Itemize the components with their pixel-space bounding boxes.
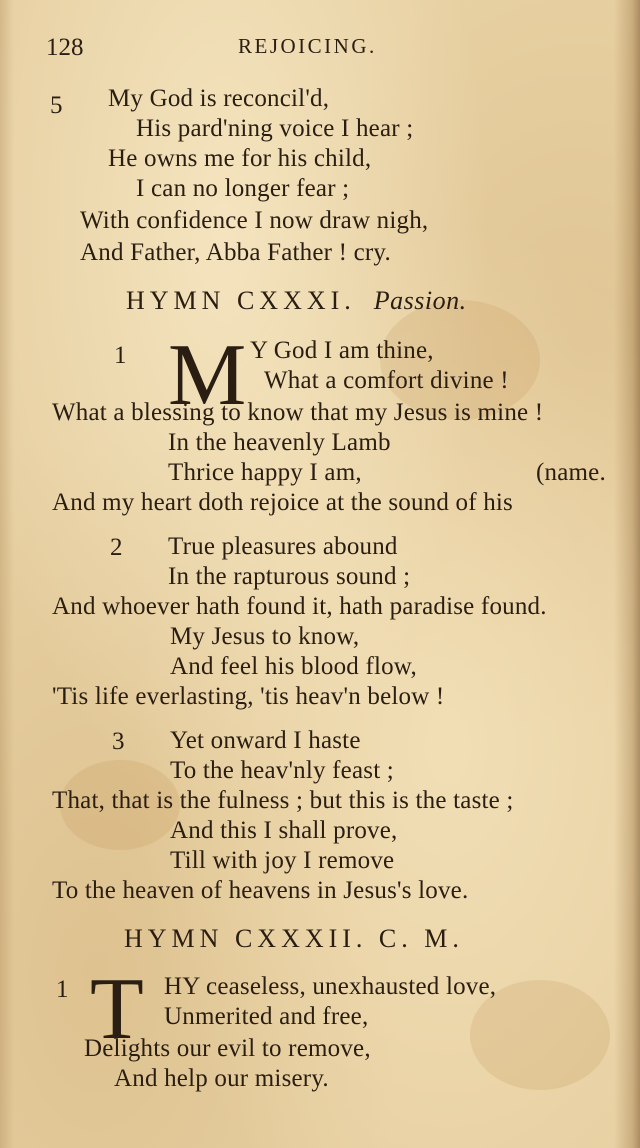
verse-line: That, that is the fulness ; but this is the taste ; bbox=[52, 787, 514, 814]
verse-line: In the heavenly Lamb bbox=[168, 429, 391, 456]
hymn-heading bbox=[126, 286, 467, 316]
verse-line: His pard'ning voice I hear ; bbox=[136, 115, 414, 142]
verse-line: Y God I am thine, bbox=[250, 337, 434, 364]
verse-line: Delights our evil to remove, bbox=[84, 1035, 371, 1062]
page-number: 128 bbox=[46, 34, 84, 61]
stanza-number: 5 bbox=[50, 92, 63, 119]
verse-line: To the heav'nly feast ; bbox=[170, 757, 394, 784]
verse-line: True pleasures abound bbox=[168, 533, 398, 560]
stanza-number: 2 bbox=[110, 534, 123, 561]
verse-line: 'Tis life everlasting, 'tis heav'n below ! bbox=[52, 683, 445, 710]
hymn-title: HYMN CXXXI. bbox=[126, 286, 356, 315]
verse-line: And whoever hath found it, hath paradise found. bbox=[52, 593, 547, 620]
verse-line: And this I shall prove, bbox=[170, 817, 398, 844]
verse-line: He owns me for his child, bbox=[108, 145, 372, 172]
page-edge-shadow bbox=[614, 0, 640, 1148]
hymn-subtitle: Passion. bbox=[373, 286, 467, 315]
verse-line: In the rapturous sound ; bbox=[168, 563, 411, 590]
verse-line: (name. bbox=[536, 459, 606, 486]
verse-line: Till with joy I remove bbox=[170, 847, 395, 874]
stanza-number: 3 bbox=[112, 728, 125, 755]
hymn-title: HYMN CXXXII. C. M. bbox=[124, 924, 464, 953]
stanza-number: 1 bbox=[56, 976, 69, 1003]
verse-line: And my heart doth rejoice at the sound of his bbox=[52, 489, 513, 516]
verse-line: What a blessing to know that my Jesus is mine ! bbox=[52, 399, 544, 426]
verse-line: Yet onward I haste bbox=[170, 727, 361, 754]
verse-line: To the heaven of heavens in Jesus's love. bbox=[52, 877, 469, 904]
verse-line: And Father, Abba Father ! cry. bbox=[80, 239, 391, 266]
drop-cap: M bbox=[168, 327, 247, 424]
verse-line: My Jesus to know, bbox=[170, 623, 360, 650]
verse-line: And help our misery. bbox=[114, 1065, 329, 1092]
verse-line: HY ceaseless, unexhausted love, bbox=[164, 973, 497, 1000]
stanza-number: 1 bbox=[114, 342, 127, 369]
verse-line: With confidence I now draw nigh, bbox=[80, 207, 429, 234]
verse-line: Unmerited and free, bbox=[164, 1003, 369, 1030]
verse-line: What a comfort divine ! bbox=[264, 367, 509, 394]
verse-line: I can no longer fear ; bbox=[136, 175, 350, 202]
page-gutter-shadow bbox=[0, 0, 14, 1148]
drop-cap: T bbox=[90, 961, 144, 1058]
running-title: REJOICING. bbox=[238, 34, 377, 58]
verse-line: My God is reconcil'd, bbox=[108, 85, 330, 112]
verse-line: And feel his blood flow, bbox=[170, 653, 417, 680]
verse-line: Thrice happy I am, bbox=[168, 459, 362, 486]
hymn-heading bbox=[124, 924, 464, 954]
